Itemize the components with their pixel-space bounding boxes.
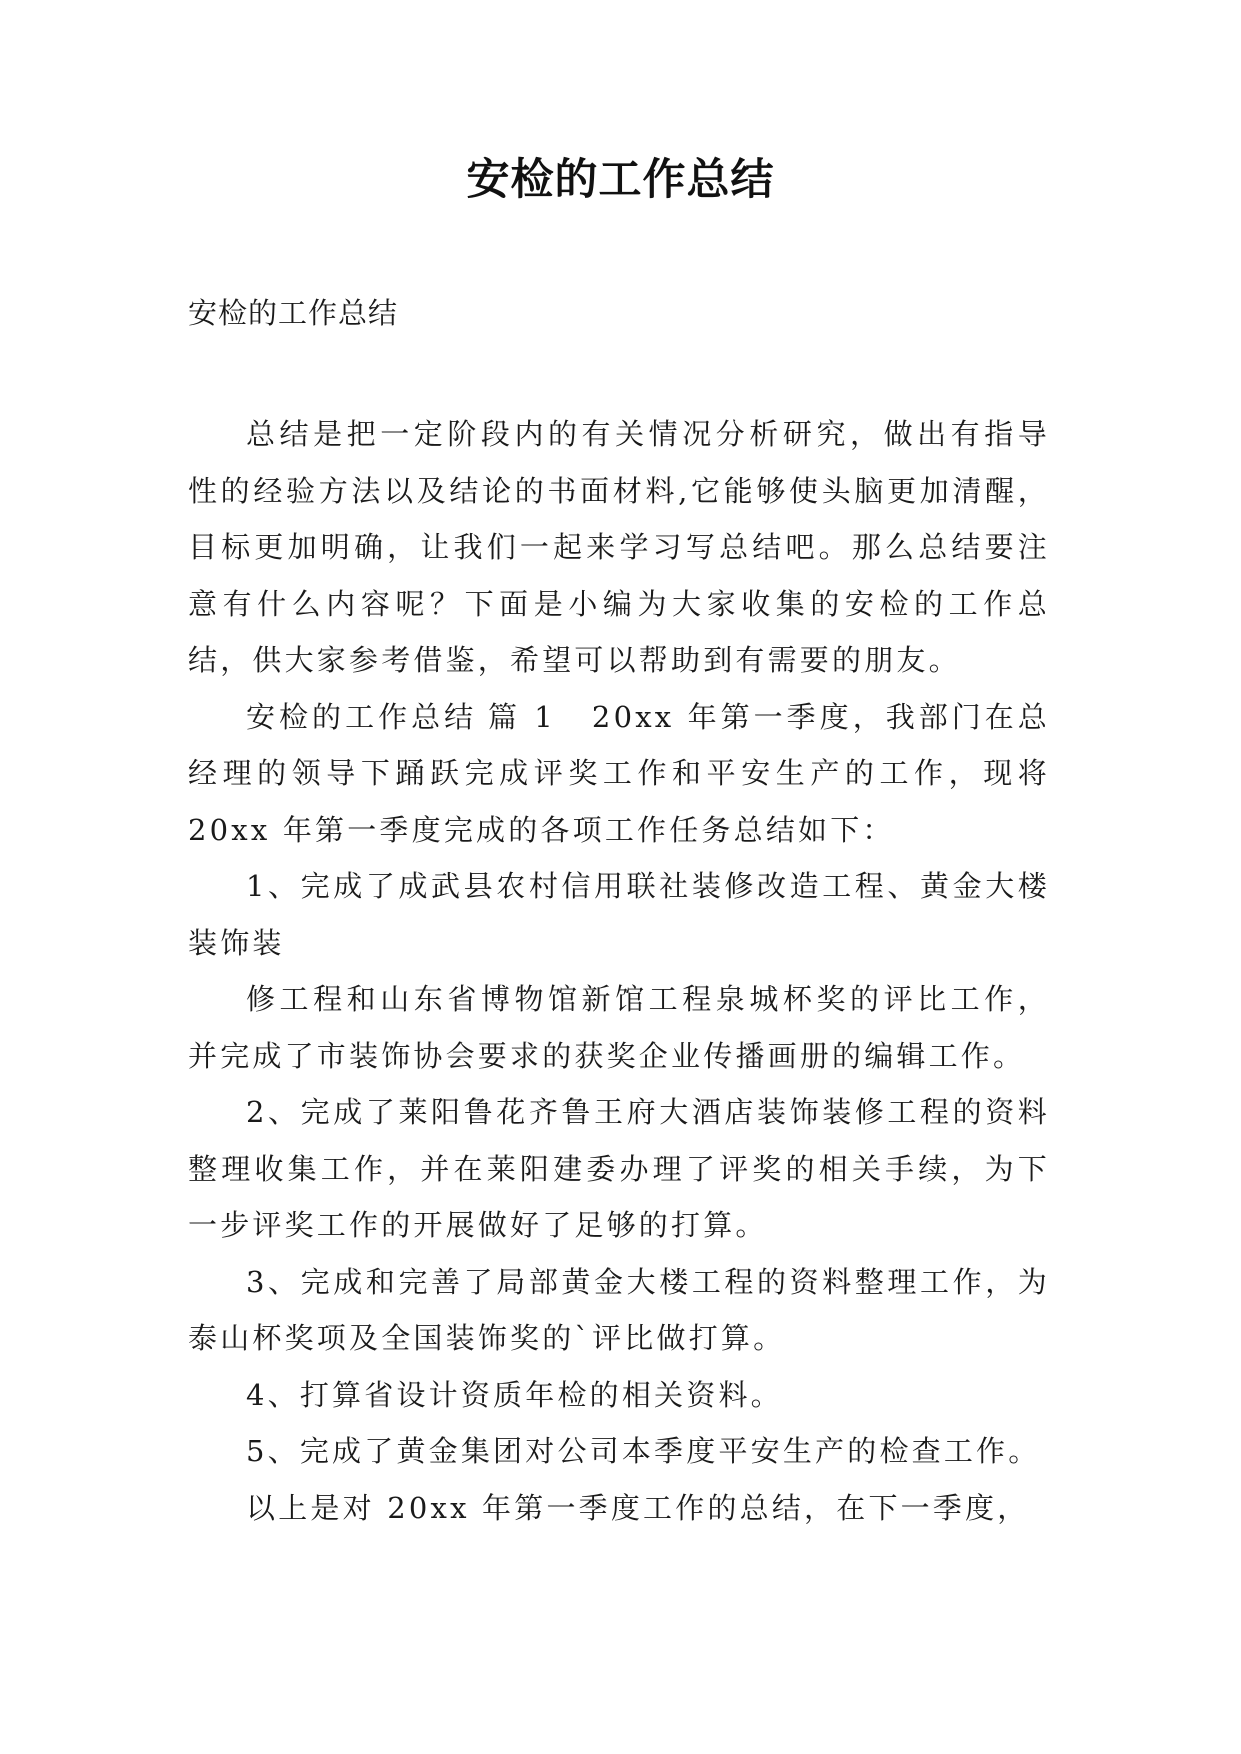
paragraph-section-1 [188, 689, 1050, 859]
section-label: 篇 1 [487, 699, 556, 734]
paragraph-item-4: 4、打算省设计资质年检的相关资料。 [246, 1377, 783, 1412]
document-subtitle: 安检的工作总结 [188, 296, 399, 330]
paragraph-item-3: 3、完成和完善了局部黄金大楼工程的资料整理工作，为泰山杯奖项及全国装饰奖的`评比做打算。 [188, 1264, 1050, 1355]
paragraph-intro: 总结是把一定阶段内的有关情况分析研究，做出有指导性的经验方法以及结论的书面材料,它能够使头脑更加清醒，目标更加明确，让我们一起来学习写总结吧。那么总结要注意有什么内容呢？下面是小编为大家收集的安检的工作总结，供大家参考借鉴，希望可以帮助到有需要的朋友。 [188, 417, 1050, 677]
paragraph-closing: 以上是对 20xx 年第一季度工作的总结，在下一季度， [246, 1490, 1030, 1525]
paragraph-item-1a: 1、完成了成武县农村信用联社装修改造工程、黄金大楼装饰装 [188, 869, 1050, 960]
document-body [188, 286, 1050, 1536]
paragraph-item-2: 2、完成了莱阳鲁花齐鲁王府大酒店装饰装修工程的资料整理收集工作，并在莱阳建委办理了评奖的相关手续，为下一步评奖工作的开展做好了足够的打算。 [188, 1095, 1050, 1242]
section-heading: 安检的工作总结 [246, 699, 478, 734]
paragraph-item-1b: 修工程和山东省博物馆新馆工程泉城杯奖的评比工作，并完成了市装饰协会要求的获奖企业传播画册的编辑工作。 [188, 982, 1050, 1073]
paragraph-item-5: 5、完成了黄金集团对公司本季度平安生产的检查工作。 [246, 1434, 1041, 1468]
section-body: 20xx 年第一季度，我部门在总经理的领导下踊跃完成评奖工作和平安生产的工作，现将 20xx 年第一季度完成的各项工作任务总结如下： [188, 699, 1051, 847]
document-title: 安检的工作总结 [466, 155, 775, 205]
